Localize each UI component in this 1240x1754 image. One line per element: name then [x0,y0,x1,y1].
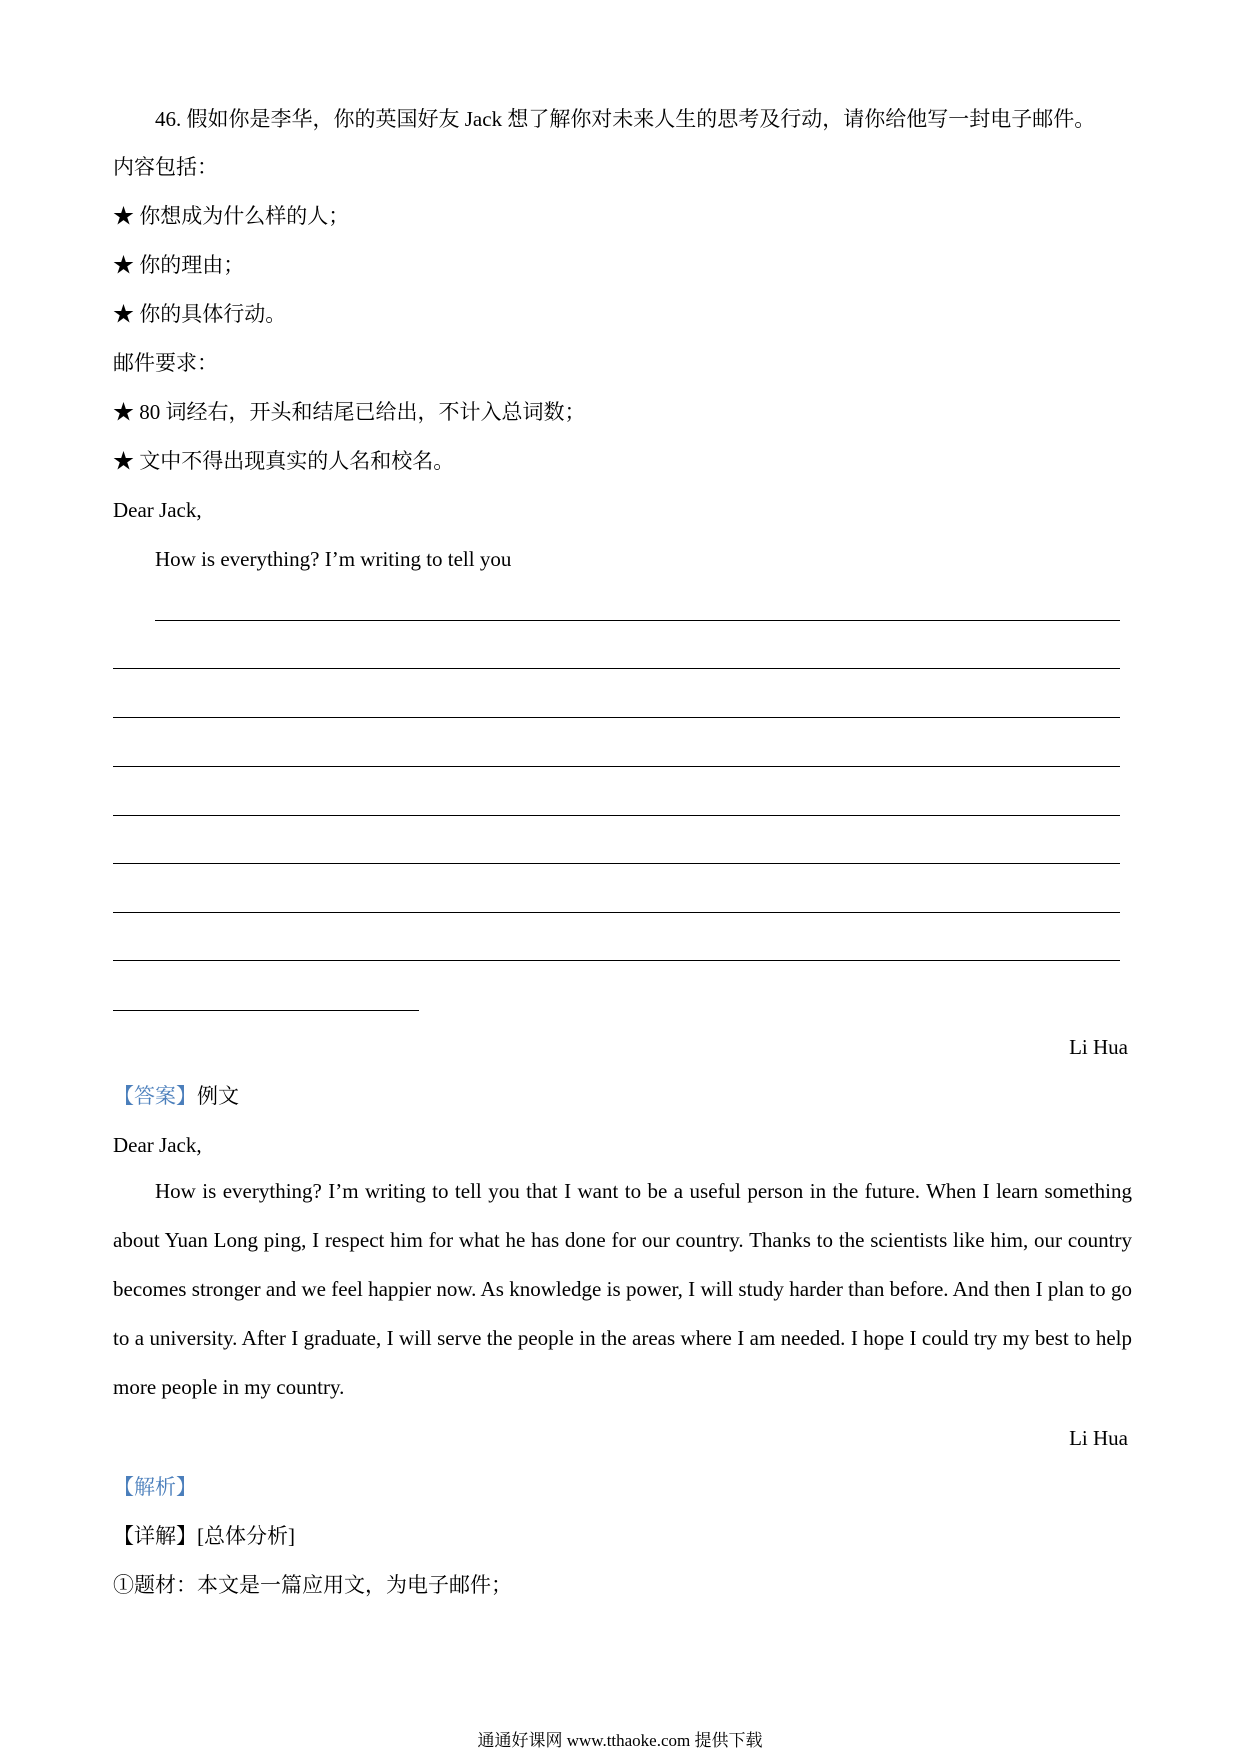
analysis-point-1: ①题材：本文是一篇应用文，为电子邮件； [113,1573,512,1597]
detail-suffix: [总体分析] [197,1524,295,1548]
content-heading: 内容包括： [113,155,218,179]
page-footer: 通通好课网 www.tthaoke.com 提供下载 [477,1731,763,1750]
question-prompt: 46. 假如你是李华，你的英国好友 Jack 想了解你对未来人生的思考及行动，请你给他写一封电子邮件。 [155,107,1096,131]
answer-label: 【答案】 [113,1084,197,1108]
analysis-label: 【解析】 [113,1475,197,1499]
requirement-item-2: ★ 文中不得出现真实的人名和校名。 [113,449,455,473]
answer-heading [113,1082,239,1110]
answer-salutation: Dear Jack, [113,1133,202,1157]
writing-line [113,863,1120,864]
requirement-item-1: ★ 80 词经右，开头和结尾已给出，不计入总词数； [113,400,586,424]
question-salutation: Dear Jack, [113,498,202,522]
writing-line [113,766,1120,767]
requirements-heading: 邮件要求： [113,351,218,375]
writing-line [113,960,1120,961]
answer-label-suffix: 例文 [197,1084,239,1108]
writing-line [113,717,1120,718]
question-signature: Li Hua [1069,1035,1128,1059]
detail-heading [113,1522,295,1550]
content-item-3: ★ 你的具体行动。 [113,302,287,326]
answer-body-text: How is everything? I’m writing to tell you that I want to be a useful person in the future. When I learn something about Yuan Long ping, I respect him for what he has done for our country. Thanks to the scientists like him, our country becomes stronger and we feel happier now. As knowledge is power, I will study harder than before. And then I plan to go to a university. After I graduate, I will serve the people in the areas where I am needed. I hope I could try my best to help more people in my country. [113,1179,1132,1399]
answer-signature: Li Hua [1069,1426,1128,1450]
content-item-1: ★ 你想成为什么样的人； [113,204,350,228]
detail-label: 【详解】 [113,1524,197,1548]
writing-line [113,668,1120,669]
writing-line [155,620,1120,621]
question-opening: How is everything? I’m writing to tell you [155,547,512,571]
writing-line [113,912,1120,913]
answer-body [113,1167,1132,1412]
writing-line-short [113,1010,419,1011]
writing-line [113,815,1120,816]
content-item-2: ★ 你的理由； [113,253,245,277]
